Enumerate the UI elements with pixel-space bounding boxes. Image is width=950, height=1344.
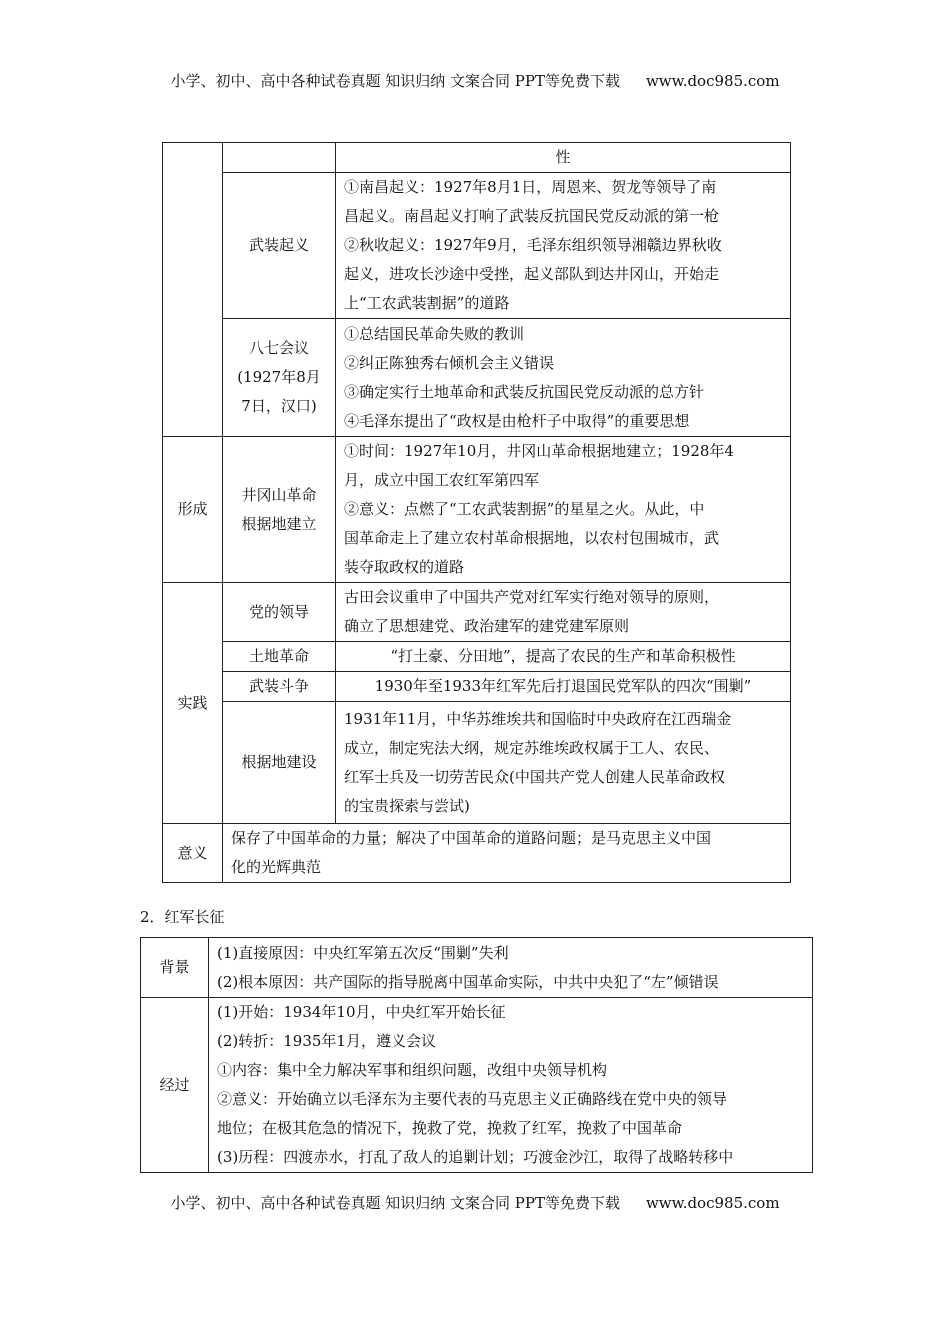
text-line: ③确定实行土地革命和武装反抗国民党反动派的总方针 <box>344 382 705 401</box>
jinggangshan-content <box>336 437 791 583</box>
text-line: 确立了思想建党、政治建军的建党建军原则 <box>344 617 630 635</box>
text-line: 昌起义。南昌起义打响了武装反抗国民党反动派的第一枪 <box>344 207 720 225</box>
text-line: 国革命走上了建立农村革命根据地，以农村包围城市，武 <box>344 529 720 547</box>
text-line: (2)转折：1935年1月，遵义会议 <box>217 1032 436 1050</box>
text-line: ②纠正陈独秀右倾机会主义错误 <box>344 353 555 372</box>
text-line: ②意义：点燃了“工农武装割据”的星星之火。从此，中 <box>344 500 705 518</box>
process-label: 经过 <box>141 998 209 1173</box>
text-line: (1)直接原因：中央红军第五次反“围剿”失利 <box>217 943 509 962</box>
significance-category: 意义 <box>163 824 223 883</box>
text-line: 保存了中国革命的力量；解决了中国革命的道路问题；是马克思主义中国 <box>231 829 712 847</box>
text-line: 红军士兵及一切劳苦民众(中国共产党人创建人民革命政权 <box>344 767 725 786</box>
process-content <box>209 998 813 1173</box>
base-building-label: 根据地建设 <box>223 702 336 824</box>
land-revolution-label: 土地革命 <box>223 642 336 672</box>
revolution-base-table <box>162 142 791 883</box>
armed-uprising-content <box>336 173 791 319</box>
armed-uprising-label: 武装起义 <box>223 173 336 319</box>
text-line: ①时间：1927年10月，井冈山革命根据地建立；1928年4 <box>344 442 734 460</box>
text-line: 装夺取政权的道路 <box>344 558 465 576</box>
long-march-table <box>140 937 813 1173</box>
text-line: ①总结国民革命失败的教训 <box>344 324 525 343</box>
text-line: (2)根本原因：共产国际的指导脱离中国革命实际，中共中央犯了“左”倾错误 <box>217 972 719 991</box>
armed-struggle-label: 武装斗争 <box>223 672 336 702</box>
page-footer <box>0 1192 950 1213</box>
text-line: 八七会议 <box>248 339 309 357</box>
text-line: 地位；在极其危急的情况下，挽救了党，挽救了红军，挽救了中国革命 <box>217 1119 683 1137</box>
significance-content <box>223 824 791 883</box>
section-title: 2．红军长征 <box>140 908 225 926</box>
party-leadership-label: 党的领导 <box>223 583 336 642</box>
text-line: ②秋收起义：1927年9月，毛泽东组织领导湘赣边界秋收 <box>344 236 722 254</box>
text-line: ④毛泽东提出了“政权是由枪杆子中取得”的重要思想 <box>344 411 690 430</box>
text-line: 井冈山革命 <box>241 485 317 504</box>
text-line: (1)开始：1934年10月，中央红军开始长征 <box>217 1003 506 1021</box>
party-leadership-content <box>336 583 791 642</box>
august7-content <box>336 319 791 437</box>
text-line: 根据地建立 <box>241 514 317 533</box>
text-line: 成立，制定宪法大纲，规定苏维埃政权属于工人、农民、 <box>344 738 720 757</box>
background-content <box>209 938 813 998</box>
text-line: 的宝贵探索与尝试) <box>344 796 470 815</box>
text-line: (1927年8月 <box>237 368 321 386</box>
text-line: 上“工农武装割据”的道路 <box>344 294 510 312</box>
land-revolution-content: “打土豪、分田地”，提高了农民的生产和革命积极性 <box>336 642 791 672</box>
text-line: ①南昌起义：1927年8月1日，周恩来、贺龙等领导了南 <box>344 178 717 196</box>
text-line: 月，成立中国工农红军第四军 <box>344 471 540 489</box>
header-text: 小学、初中、高中各种试卷真题 知识归纳 文案合同 PPT等免费下载 <box>170 72 620 90</box>
text-line: 7日，汉口) <box>241 397 317 415</box>
base-building-content <box>336 702 791 824</box>
armed-struggle-content: 1930年至1933年红军先后打退国民党军队的四次“围剿” <box>336 672 791 702</box>
text-line: 起义，进攻长沙途中受挫，起义部队到达井冈山，开始走 <box>344 265 720 283</box>
page-header <box>0 70 950 91</box>
text-line: ②意义：开始确立以毛泽东为主要代表的马克思主义正确路线在党中央的领导 <box>217 1090 728 1108</box>
august7-label <box>223 319 336 437</box>
top-row-text: 性 <box>336 143 791 173</box>
text-line: (3)历程：四渡赤水，打乱了敌人的追剿计划；巧渡金沙江，取得了战略转移中 <box>217 1148 734 1166</box>
header-site: www.doc985.com <box>645 72 780 90</box>
footer-site: www.doc985.com <box>645 1194 780 1212</box>
practice-category: 实践 <box>163 583 223 824</box>
label-cell-blank <box>223 143 336 173</box>
category-cell-blank <box>163 143 223 437</box>
text-line: ①内容：集中全力解决军事和组织问题，改组中央领导机构 <box>217 1061 608 1079</box>
text-line: 古田会议重申了中国共产党对红军实行绝对领导的原则， <box>344 588 720 606</box>
text-line: 1931年11月，中华苏维埃共和国临时中央政府在江西瑞金 <box>344 709 732 728</box>
text-line: 化的光辉典范 <box>231 858 322 876</box>
footer-text: 小学、初中、高中各种试卷真题 知识归纳 文案合同 PPT等免费下载 <box>170 1194 620 1212</box>
jinggangshan-label <box>223 437 336 583</box>
background-label: 背景 <box>141 938 209 998</box>
formation-category: 形成 <box>163 437 223 583</box>
